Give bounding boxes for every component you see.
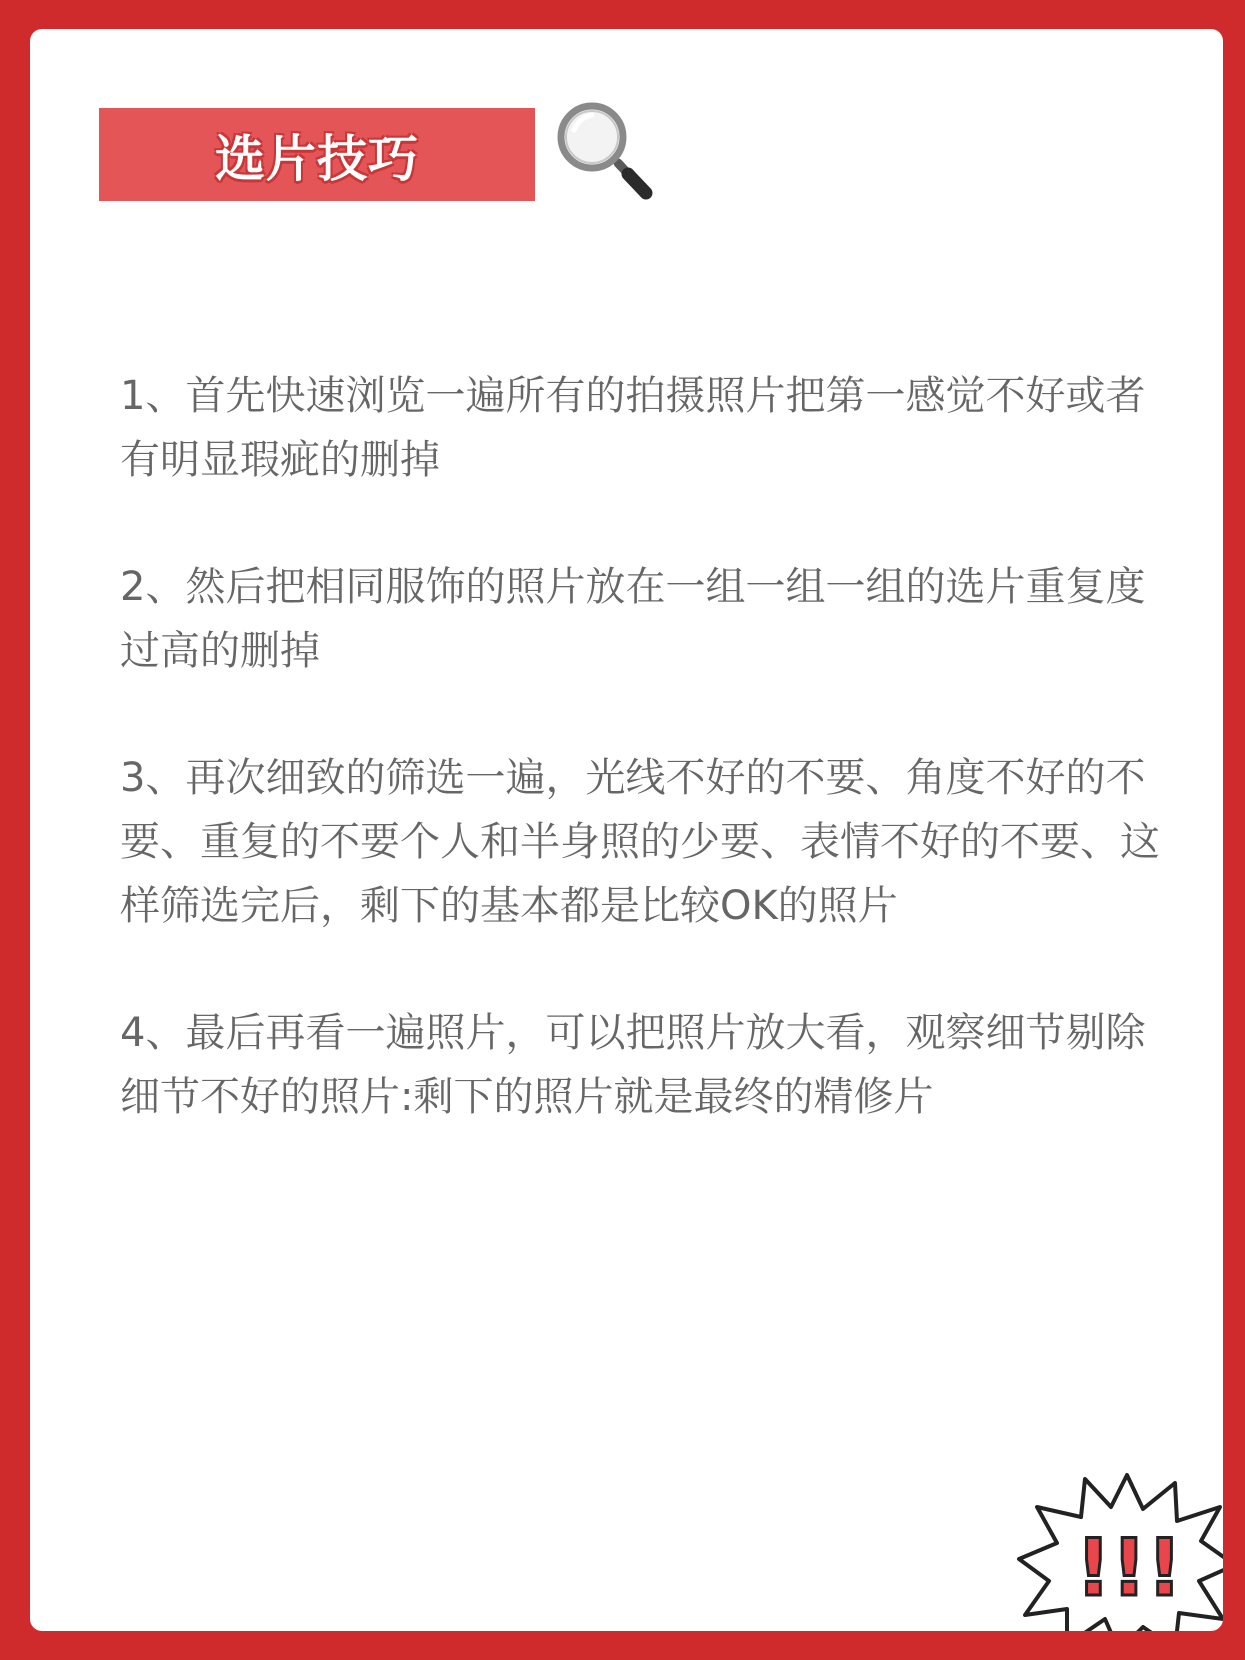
tip-item: 2、然后把相同服饰的照片放在一组一组一组的选片重复度过高的删掉 bbox=[120, 564, 1146, 674]
tip-item: 1、首先快速浏览一遍所有的拍摄照片把第一感觉不好或者有明显瑕疵的删掉 bbox=[120, 373, 1146, 483]
magnifying-glass-icon bbox=[550, 97, 660, 207]
page-title: 选片技巧 bbox=[215, 129, 419, 188]
exclamation-burst-icon bbox=[1015, 1469, 1223, 1631]
tip-item: 4、最后再看一遍照片，可以把照片放大看，观察细节剔除细节不好的照片:剩下的照片就是最终的精修片 bbox=[120, 1010, 1146, 1120]
burst-text: !!! bbox=[1075, 1524, 1183, 1614]
content-card bbox=[30, 29, 1223, 1631]
tip-item: 3、再次细致的筛选一遍，光线不好的不要、角度不好的不要、重复的不要个人和半身照的少要、表情不好的不要、这样筛选完后，剩下的基本都是比较OK的照片 bbox=[120, 755, 1160, 929]
title-banner bbox=[99, 108, 535, 201]
tips-list bbox=[120, 364, 1160, 1192]
